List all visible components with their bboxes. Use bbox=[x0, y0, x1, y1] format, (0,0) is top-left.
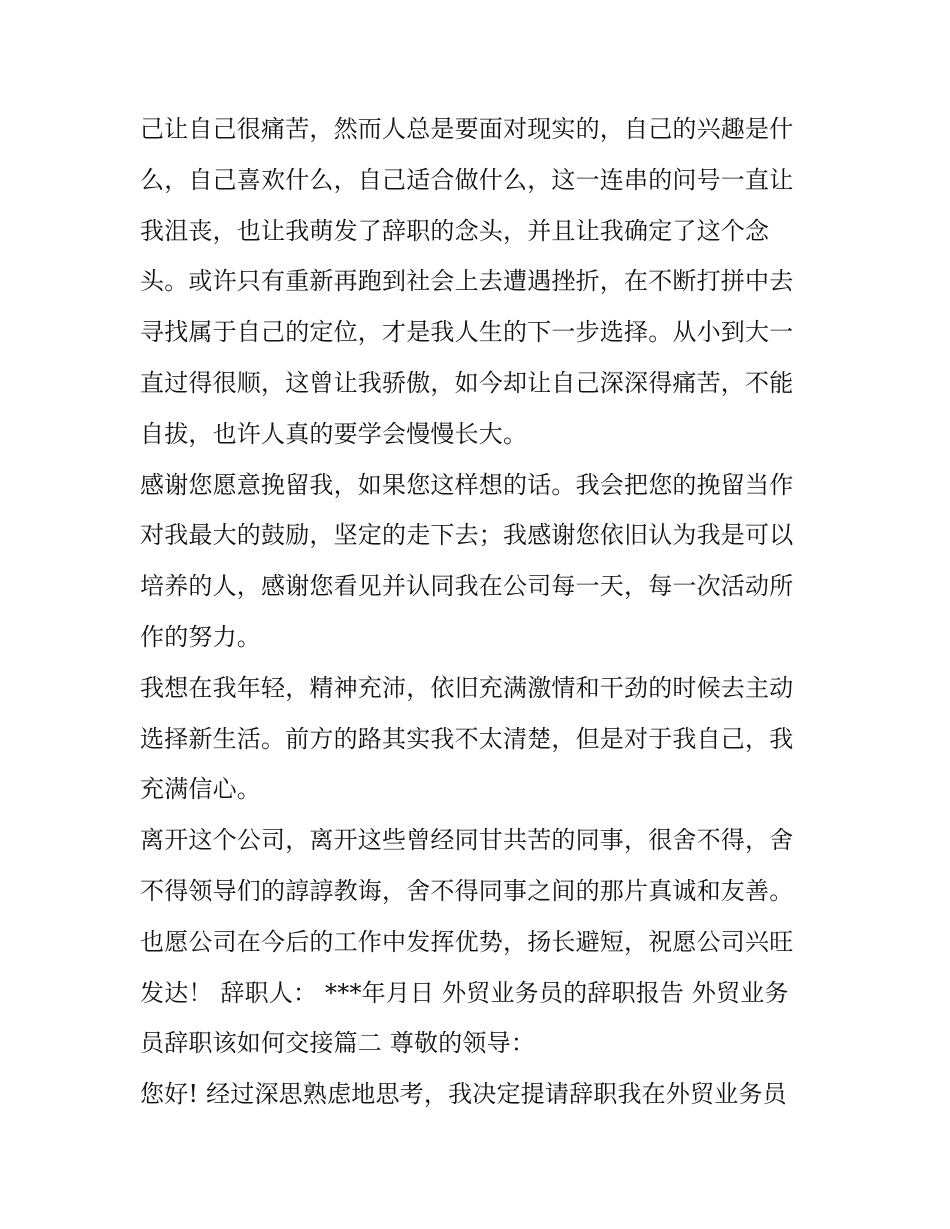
text-line: 选择新生活。前方的路其实我不太清楚，但是对于我自己，我 bbox=[140, 724, 794, 753]
text-line: 不得领导们的諄諄教诲，舍不得同事之间的那片真诚和友善。 bbox=[140, 876, 794, 905]
text-line: 我沮丧，也让我萌发了辞职的念头，并且让我确定了这个念 bbox=[140, 216, 770, 245]
document-body bbox=[140, 104, 830, 1120]
text-line: 员辞职该如何交接篇二 尊敬的领导： bbox=[140, 1029, 536, 1058]
text-line: 直过得很顺，这曾让我骄傲，如今却让自己深深得痛苦，不能 bbox=[140, 368, 794, 397]
text-line: 寻找属于自己的定位，才是我人生的下一步选择。从小到大一 bbox=[140, 318, 794, 347]
text-line: 么，自己喜欢什么，自己适合做什么，这一连串的问号一直让 bbox=[140, 165, 794, 194]
text-line: 头。或许只有重新再跑到社会上去遭遇挫折，在不断打拼中去 bbox=[140, 267, 794, 296]
text-line: 对我最大的鼓励，坚定的走下去；我感谢您依旧认为我是可以 bbox=[140, 521, 794, 550]
text-line: 也愿公司在今后的工作中发挥优势，扬长避短，祝愿公司兴旺 bbox=[140, 927, 794, 956]
text-line: 充满信心。 bbox=[140, 775, 261, 804]
text-line: 离开这个公司，离开这些曾经同甘共苦的同事，很舍不得，舍 bbox=[140, 826, 794, 855]
text-line: 我想在我年轻，精神充沛，依旧充满激情和干劲的时候去主动 bbox=[140, 673, 794, 702]
text-line: 感谢您愿意挽留我，如果您这样想的话。我会把您的挽留当作 bbox=[140, 470, 794, 499]
text-line: 培养的人，感谢您看见并认同我在公司每一天，每一次活动所 bbox=[140, 572, 794, 601]
text-line: 自拔，也许人真的要学会慢慢长大。 bbox=[140, 419, 528, 448]
text-line: 您好! 经过深思熟虑地思考，我决定提请辞职我在外贸业务员 bbox=[140, 1080, 787, 1109]
text-line: 作的努力。 bbox=[140, 622, 261, 651]
text-line: 己让自己很痛苦，然而人总是要面对现实的，自己的兴趣是什 bbox=[140, 115, 794, 143]
text-line: 发达！ 辞职人： ***年月日 外贸业务员的辞职报告 外贸业务 bbox=[140, 978, 789, 1007]
